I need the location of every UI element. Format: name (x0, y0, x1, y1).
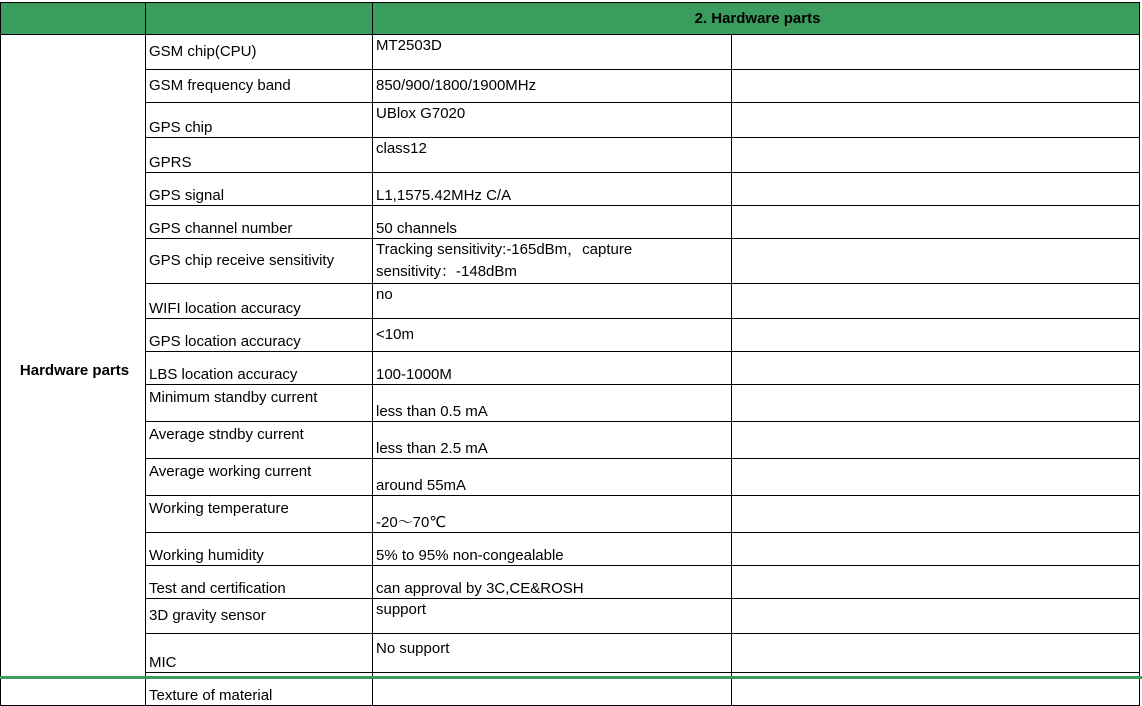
spec-label[interactable]: Texture of material (146, 673, 373, 706)
table-row (1, 319, 1140, 352)
spec-value[interactable]: Tracking sensitivity:-165dBm，capture sensitivity：-148dBm (373, 239, 732, 284)
table-row (1, 70, 1140, 103)
table-row (1, 35, 1140, 70)
spec-value[interactable]: No support (373, 634, 732, 673)
table-row (1, 533, 1140, 566)
table-row (1, 459, 1140, 496)
empty-cell[interactable] (732, 496, 1140, 533)
empty-cell[interactable] (732, 138, 1140, 173)
empty-cell[interactable] (732, 634, 1140, 673)
spec-value[interactable]: L1,1575.42MHz C/A (373, 173, 732, 206)
table-row (1, 496, 1140, 533)
spec-value[interactable]: 850/900/1800/1900MHz (373, 70, 732, 103)
empty-cell[interactable] (732, 459, 1140, 496)
section-title[interactable]: 2. Hardware parts (373, 3, 1140, 35)
empty-cell[interactable] (732, 173, 1140, 206)
empty-cell[interactable] (732, 103, 1140, 138)
spec-label[interactable]: Working humidity (146, 533, 373, 566)
spec-label[interactable]: GPS channel number (146, 206, 373, 239)
spec-label[interactable]: Test and certification (146, 566, 373, 599)
table-row (1, 206, 1140, 239)
table-row (1, 173, 1140, 206)
section-header-row (1, 3, 1140, 35)
empty-cell[interactable] (732, 206, 1140, 239)
table-row (1, 352, 1140, 385)
spec-value[interactable]: <10m (373, 319, 732, 352)
spec-label[interactable]: Average working current (146, 459, 373, 496)
spec-value[interactable]: no (373, 284, 732, 319)
spec-label[interactable]: GPRS (146, 138, 373, 173)
spec-value[interactable]: less than 2.5 mA (373, 422, 732, 459)
spec-label[interactable]: GSM frequency band (146, 70, 373, 103)
empty-cell[interactable] (732, 566, 1140, 599)
header-spacer-cell[interactable] (146, 3, 373, 35)
table-row (1, 284, 1140, 319)
table-row (1, 385, 1140, 422)
spec-value[interactable]: around 55mA (373, 459, 732, 496)
empty-cell[interactable] (732, 352, 1140, 385)
table-row (1, 599, 1140, 634)
spec-value[interactable]: MT2503D (373, 35, 732, 70)
hardware-spec-table (0, 2, 1140, 706)
spec-label[interactable]: GPS chip (146, 103, 373, 138)
spec-label[interactable]: WIFI location accuracy (146, 284, 373, 319)
empty-cell[interactable] (732, 70, 1140, 103)
empty-cell[interactable] (732, 533, 1140, 566)
spec-label[interactable]: GPS signal (146, 173, 373, 206)
spec-label[interactable]: GPS chip receive sensitivity (146, 239, 373, 284)
empty-cell[interactable] (732, 35, 1140, 70)
spec-value[interactable]: -20～70℃ (373, 496, 732, 533)
table-row (1, 422, 1140, 459)
table-row (1, 103, 1140, 138)
spec-value[interactable]: 5% to 95% non-congealable (373, 533, 732, 566)
spec-label[interactable]: Average stndby current (146, 422, 373, 459)
empty-cell[interactable] (732, 239, 1140, 284)
empty-cell[interactable] (732, 422, 1140, 459)
spec-value[interactable]: 100-1000M (373, 352, 732, 385)
table-row (1, 566, 1140, 599)
spec-label[interactable]: GPS location accuracy (146, 319, 373, 352)
spec-label[interactable]: Minimum standby current (146, 385, 373, 422)
spec-label[interactable]: MIC (146, 634, 373, 673)
group-label-cell[interactable]: Hardware parts (1, 35, 146, 706)
spec-value[interactable]: support (373, 599, 732, 634)
spec-value[interactable]: 50 channels (373, 206, 732, 239)
table-row (1, 239, 1140, 284)
spec-label[interactable]: 3D gravity sensor (146, 599, 373, 634)
empty-cell[interactable] (732, 599, 1140, 634)
empty-cell[interactable] (732, 385, 1140, 422)
header-spacer-cell[interactable] (1, 3, 146, 35)
spec-label[interactable]: Working temperature (146, 496, 373, 533)
table-row (1, 634, 1140, 673)
spec-value[interactable]: less than 0.5 mA (373, 385, 732, 422)
empty-cell[interactable] (732, 319, 1140, 352)
table-row (1, 138, 1140, 173)
empty-cell[interactable] (732, 284, 1140, 319)
spec-value[interactable]: UBlox G7020 (373, 103, 732, 138)
spec-value[interactable]: can approval by 3C,CE&ROSH (373, 566, 732, 599)
spec-label[interactable]: LBS location accuracy (146, 352, 373, 385)
spec-value[interactable]: class12 (373, 138, 732, 173)
spec-label[interactable]: GSM chip(CPU) (146, 35, 373, 70)
